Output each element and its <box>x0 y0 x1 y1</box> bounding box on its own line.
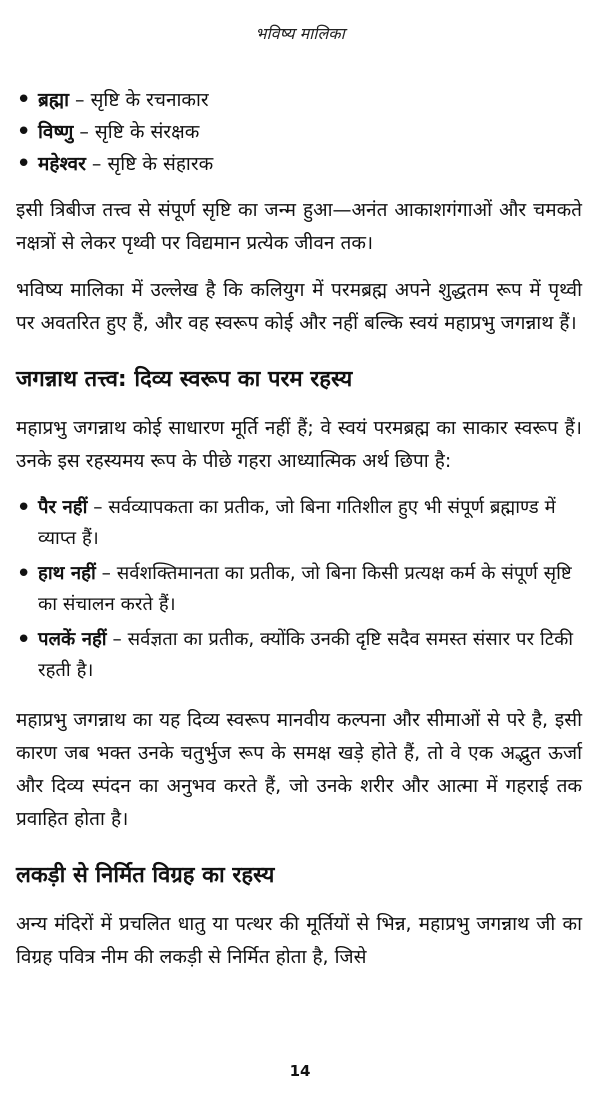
list-desc: – सर्वशक्तिमानता का प्रतीक, जो बिना किसी प्रत्यक्ष कर्म के संपूर्ण सृष्टि का संचालन करते हैं। <box>38 563 572 615</box>
list-term: ब्रह्मा <box>38 89 69 111</box>
section-heading: लकड़ी से निर्मित विग्रह का रहस्य <box>16 863 275 888</box>
paragraph: भविष्य मालिका में उल्लेख है कि कलियुग में परमब्रह्म अपने शुद्धतम रूप में पृथ्वी पर अवतरित हुए हैं, और वह स्वरूप कोई और नहीं बल्कि स्वयं महाप्रभु जगन्नाथ हैं। <box>16 279 582 334</box>
paragraph: महाप्रभु जगन्नाथ कोई साधारण मूर्ति नहीं हैं; वे स्वयं परमब्रह्म का साकार स्वरूप हैं। उनके इस रहस्यमय रूप के पीछे गहरा आध्यात्मिक अर्थ छिपा है: <box>16 417 582 472</box>
running-header: भविष्य मालिका <box>255 24 345 43</box>
list-desc: – सर्वव्यापकता का प्रतीक, जो बिना गतिशील हुए भी संपूर्ण ब्रह्माण्ड में व्याप्त हैं। <box>38 497 556 549</box>
list-desc: – सृष्टि के संरक्षक <box>73 121 200 143</box>
list-desc: – सृष्टि के रचनाकार <box>69 89 209 111</box>
list-desc: – सृष्टि के संहारक <box>85 153 214 175</box>
list-term: पैर नहीं <box>38 497 88 518</box>
list-item <box>16 84 582 116</box>
list-desc: – सर्वज्ञता का प्रतीक, क्योंकि उनकी दृष्टि सदैव समस्त संसार पर टिकी रहती है। <box>38 629 574 681</box>
page-number: 14 <box>289 1062 311 1080</box>
page-content <box>16 84 582 974</box>
list-item <box>16 116 582 148</box>
list-item <box>16 492 582 554</box>
list-term: हाथ नहीं <box>38 563 96 584</box>
list-item <box>16 558 582 620</box>
trinity-list <box>16 84 582 180</box>
list-item <box>16 624 582 686</box>
paragraph: महाप्रभु जगन्नाथ का यह दिव्य स्वरूप मानवीय कल्पना और सीमाओं से परे है, इसी कारण जब भक्त उनके चतुर्भुज रूप के समक्ष खड़े होते हैं, तो वे एक अद्भुत ऊर्जा और दिव्य स्पंदन का अनुभव करते हैं, जो उनके शरीर और आत्मा में गहराई तक प्रवाहित होता है। <box>16 709 582 830</box>
list-item <box>16 148 582 180</box>
paragraph: इसी त्रिबीज तत्त्व से संपूर्ण सृष्टि का जन्म हुआ—अनंत आकाशगंगाओं और चमकते नक्षत्रों से लेकर पृथ्वी पर विद्यमान प्रत्येक जीवन तक। <box>16 199 582 254</box>
list-term: पलकें नहीं <box>38 629 107 650</box>
list-term: विष्णु <box>38 121 74 143</box>
list-term: महेश्वर <box>38 153 86 175</box>
section-heading: जगन्नाथ तत्त्व: दिव्य स्वरूप का परम रहस्य <box>16 367 353 392</box>
paragraph: अन्य मंदिरों में प्रचलित धातु या पत्थर की मूर्तियों से भिन्न, महाप्रभु जगन्नाथ जी का विग्रह पवित्र नीम की लकड़ी से निर्मित होता है, जिसे <box>16 913 582 968</box>
symbol-list <box>16 492 582 686</box>
